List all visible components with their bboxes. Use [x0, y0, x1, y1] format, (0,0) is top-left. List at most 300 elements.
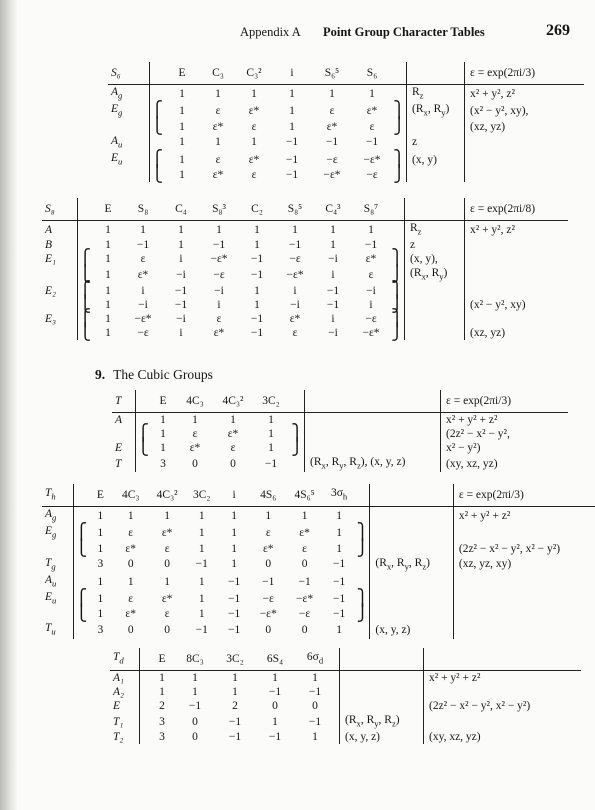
character-value: ε*	[262, 542, 274, 555]
class-header: S₈⁵	[276, 198, 314, 221]
quadratic-functions	[465, 266, 569, 283]
character-value: −ε	[365, 312, 377, 325]
character-value: ε	[292, 326, 298, 339]
brace: ⎧	[75, 523, 88, 541]
character-value: −ε*	[296, 592, 314, 605]
character-value: 1	[97, 592, 104, 605]
quadratic-functions	[424, 713, 582, 730]
character-value: 1	[97, 575, 104, 588]
character-value: ε	[164, 542, 170, 555]
character-value: −ε	[326, 153, 338, 166]
character-value: ε	[215, 153, 221, 166]
character-value: 1	[254, 298, 260, 311]
character-value: 1	[159, 686, 165, 698]
character-value: −1	[174, 298, 188, 311]
character-value: 1	[179, 104, 185, 117]
character-value: 1	[268, 428, 274, 440]
character-value: −1	[174, 284, 188, 297]
table-row	[42, 590, 595, 607]
character-table-s6	[108, 62, 584, 182]
character-value: i	[331, 268, 335, 281]
class-header: E	[150, 390, 176, 413]
table-row	[42, 621, 595, 638]
character-value: −1	[188, 700, 202, 712]
character-value: 0	[164, 558, 170, 571]
section-heading	[95, 367, 213, 383]
character-value: −ε	[262, 592, 274, 605]
character-value: −1	[228, 731, 242, 744]
character-value: −ε	[366, 169, 378, 182]
table-row	[112, 413, 568, 428]
character-value: −ε	[298, 608, 311, 621]
character-value: 1	[329, 87, 335, 100]
table-row	[42, 524, 595, 541]
character-value: i	[369, 298, 373, 311]
section-number: 9.	[95, 367, 106, 382]
character-value: ε	[192, 428, 198, 440]
table-row	[42, 312, 568, 326]
table-row	[112, 441, 568, 455]
linear-functions	[370, 507, 454, 525]
linear-functions: ($R_x$, $R_y$)	[405, 266, 465, 283]
irrep-label: $E_u$	[42, 590, 74, 607]
character-value: −ε*	[259, 608, 277, 621]
character-value: −1	[326, 284, 340, 297]
character-value: 1	[251, 87, 257, 100]
character-value: −1	[264, 457, 278, 470]
character-value: ε*	[248, 153, 260, 166]
character-value: ε	[329, 104, 335, 117]
quadratic-functions	[453, 524, 595, 541]
class-header: C₂	[238, 198, 276, 221]
linear-functions: z	[405, 238, 465, 252]
character-value: −i	[328, 253, 338, 266]
character-value: 0	[301, 558, 308, 571]
character-value: 1	[289, 104, 295, 117]
character-value: 1	[301, 509, 308, 522]
character-value: 1	[230, 414, 236, 426]
irrep-label: T	[112, 455, 136, 472]
character-value: 0	[192, 457, 198, 470]
character-value: ε	[215, 104, 221, 117]
character-value: −i	[366, 284, 376, 297]
table-note: ε = exp(2πi/3)	[441, 390, 569, 413]
character-value: 1	[179, 153, 185, 166]
character-value: 1	[160, 414, 166, 426]
table-row	[42, 266, 568, 283]
class-header: 3C₂	[252, 390, 290, 413]
brace: ⎩	[137, 439, 149, 456]
irrep-label: B	[42, 238, 78, 252]
table-note: ε = exp(2πi/3)	[453, 484, 595, 507]
character-value: 2	[159, 700, 165, 712]
character-value: 0	[312, 700, 318, 712]
character-value: ε	[216, 312, 222, 325]
character-value: ε	[128, 592, 134, 605]
character-value: −1	[250, 312, 264, 325]
character-value: ε	[369, 120, 375, 133]
linear-functions	[405, 312, 465, 326]
linear-functions	[305, 441, 441, 455]
character-value: 0	[192, 715, 198, 728]
brace: ⎩	[75, 605, 88, 623]
class-header: E	[149, 648, 175, 671]
quadratic-functions: (x² − y², xy)	[465, 298, 569, 312]
quadratic-functions	[465, 134, 585, 151]
character-value: ε	[164, 608, 170, 621]
character-table-th	[42, 484, 595, 639]
character-value: −1	[250, 326, 264, 339]
class-header: $3\sigma_h$	[323, 484, 356, 507]
linear-functions: (x, y)	[407, 151, 465, 168]
class-header: E	[88, 484, 112, 507]
character-value: 0	[127, 624, 134, 637]
quadratic-functions: (x² − y², xy),	[465, 102, 585, 119]
character-value: ε*	[125, 542, 136, 555]
character-value: 1	[105, 284, 111, 297]
character-value: ε	[302, 542, 307, 555]
character-value: −1	[268, 731, 282, 744]
character-value: 1	[97, 526, 104, 539]
table-row	[112, 427, 568, 441]
brace: ⎩	[151, 166, 163, 184]
linear-functions: ($R_x$, $R_y$, $R_z$)	[340, 713, 424, 730]
character-value: 1	[198, 592, 205, 605]
brace: ⎫	[356, 523, 369, 541]
header-title: Point Group Character Tables	[323, 25, 485, 39]
character-value: 1	[336, 624, 342, 637]
brace: ⎫	[393, 150, 405, 168]
character-value: 3	[160, 457, 166, 470]
table-row	[108, 85, 584, 103]
header-appendix: Appendix A	[240, 25, 301, 39]
table-row	[42, 298, 568, 312]
irrep-label: E₁	[42, 252, 78, 266]
character-value: 1	[312, 731, 318, 744]
irrep-label	[42, 607, 74, 621]
character-value: −1	[308, 715, 322, 728]
table-row	[42, 284, 568, 298]
character-value: 1	[105, 223, 111, 236]
table-row	[108, 120, 584, 134]
character-value: 1	[192, 414, 198, 426]
quadratic-functions: (xz, yz)	[465, 120, 585, 134]
character-value: −1	[332, 592, 346, 605]
brace: ⎫	[356, 589, 369, 607]
class-header: 4C₃	[113, 484, 149, 507]
irrep-label	[42, 298, 78, 312]
character-value: 3	[159, 731, 165, 744]
brace: ⎩	[75, 539, 88, 557]
class-header: 3C₂	[185, 484, 218, 507]
linear-functions	[370, 524, 454, 541]
character-value: 1	[289, 120, 295, 133]
character-value: 1	[231, 509, 237, 522]
character-value: 0	[272, 700, 278, 712]
table-row	[42, 507, 595, 525]
character-value: −1	[227, 592, 241, 605]
table-row	[42, 556, 595, 573]
irrep-label	[108, 120, 150, 134]
quadratic-functions: (2z² − x² − y²,	[441, 427, 569, 441]
irrep-label: $A_u$	[42, 573, 74, 590]
linear-functions	[370, 573, 454, 590]
character-value: ε*	[227, 428, 239, 440]
character-value: −1	[332, 608, 346, 621]
character-value: −1	[227, 624, 241, 637]
character-value: 3	[159, 715, 165, 728]
character-value: ε	[251, 169, 257, 182]
character-value: −1	[285, 136, 299, 149]
character-value: 1	[292, 223, 298, 236]
character-value: 1	[231, 558, 237, 571]
character-value: 1	[97, 608, 104, 621]
brace: ⎭	[391, 295, 403, 313]
quadratic-functions: (xz, yz)	[465, 326, 569, 340]
class-header: C₄	[162, 198, 200, 221]
character-value: 1	[97, 542, 104, 555]
group-name: $T_d$	[110, 648, 140, 671]
character-value: 1	[127, 509, 134, 522]
class-header: C₃	[200, 62, 236, 85]
character-value: ε	[251, 120, 257, 133]
character-value: 1	[265, 509, 272, 522]
table-row	[42, 607, 595, 621]
character-value: −1	[195, 624, 208, 637]
brace: ⎩	[79, 265, 91, 283]
linear-functions	[405, 284, 465, 298]
character-value: 1	[215, 87, 221, 100]
table-note: ε = exp(2πi/3)	[465, 62, 585, 85]
linear-functions	[340, 685, 424, 699]
table-row	[42, 238, 568, 252]
quadratic-functions	[424, 685, 582, 699]
character-value: 1	[179, 120, 185, 133]
brace: ⎧	[79, 309, 91, 327]
character-value: 1	[105, 312, 111, 325]
class-header: $6\sigma_d$	[295, 648, 335, 671]
quadratic-functions	[465, 312, 569, 326]
character-value: 1	[336, 526, 342, 539]
character-value: 1	[254, 223, 260, 236]
linear-functions	[340, 671, 424, 686]
character-value: 1	[198, 509, 205, 522]
brace: ⎫	[391, 281, 403, 299]
irrep-label: A	[42, 221, 78, 239]
linear-functions: ($R_x$, $R_y$, $R_z$)	[370, 556, 454, 573]
brace: ⎧	[137, 425, 149, 442]
character-value: ε*	[189, 442, 201, 454]
character-value: −i	[176, 312, 186, 325]
irrep-label: T₂	[110, 730, 140, 744]
linear-functions: ($R_x$, $R_y$, $R_z$), (x, y, z)	[305, 455, 441, 472]
brace: ⎭	[291, 439, 303, 456]
character-value: 1	[231, 542, 237, 555]
table-row	[108, 168, 584, 182]
character-value: −i	[290, 298, 300, 311]
character-value: 1	[105, 253, 111, 266]
quadratic-functions	[453, 621, 595, 638]
character-value: −1	[285, 153, 299, 166]
group-name: S₆	[108, 62, 150, 85]
character-value: −i	[138, 298, 148, 311]
character-value: 1	[369, 87, 375, 100]
irrep-label: A₂	[110, 685, 140, 699]
character-value: 1	[105, 268, 111, 281]
quadratic-functions: x² + y², z²	[465, 85, 585, 103]
quadratic-functions	[453, 573, 595, 590]
linear-functions: (x, y, z)	[370, 621, 454, 638]
linear-functions: $R_z$	[407, 85, 465, 103]
character-value: −ε*	[363, 153, 381, 166]
character-value: i	[293, 284, 297, 297]
character-value: 1	[215, 136, 221, 149]
character-value: 1	[179, 169, 185, 182]
character-value: ε	[128, 526, 134, 539]
quadratic-functions	[465, 151, 585, 168]
table-row	[110, 730, 581, 744]
character-value: −1	[326, 298, 340, 311]
brace: ⎧	[151, 150, 163, 168]
character-value: −ε*	[210, 253, 228, 266]
linear-functions	[370, 590, 454, 607]
character-value: −1	[227, 575, 241, 588]
irrep-label: $A_g$	[108, 85, 150, 103]
table-row	[108, 102, 584, 119]
quadratic-functions	[465, 252, 569, 266]
table-row	[42, 221, 568, 239]
character-value: −1	[227, 608, 241, 621]
character-value: ε*	[289, 312, 301, 325]
linear-functions	[370, 542, 454, 556]
class-header: S₆	[352, 62, 392, 85]
character-value: 1	[127, 575, 134, 588]
character-value: 3	[97, 624, 104, 637]
character-value: ε*	[161, 592, 173, 605]
linear-functions: (x, y, z)	[340, 730, 424, 744]
class-header: 6S₄	[255, 648, 295, 671]
brace: ⎫	[391, 250, 403, 268]
character-value: 1	[232, 672, 238, 684]
character-value: 1	[272, 715, 278, 728]
character-value: −ε*	[323, 169, 341, 182]
character-value: 1	[105, 239, 111, 252]
character-value: 1	[160, 428, 166, 440]
character-value: 1	[368, 223, 374, 236]
brace: ⎧	[79, 250, 91, 268]
character-value: 1	[198, 608, 205, 621]
character-value: 1	[272, 672, 278, 684]
character-value: ε*	[248, 104, 260, 117]
character-value: 1	[268, 414, 274, 426]
table-row	[42, 573, 595, 590]
irrep-label: A₁	[110, 671, 140, 686]
character-value: 1	[198, 526, 205, 539]
character-value: ε*	[366, 104, 378, 117]
character-value: −1	[262, 575, 275, 588]
class-header: 4C₃²	[149, 484, 186, 507]
character-value: 2	[232, 700, 238, 712]
irrep-label: $T_u$	[42, 621, 74, 638]
brace: ⎫	[393, 101, 405, 119]
table-row	[110, 713, 581, 730]
quadratic-functions: x² + y² + z²	[441, 413, 569, 428]
brace: ⎭	[356, 539, 369, 557]
character-table-td	[110, 648, 581, 744]
class-header: i	[272, 62, 312, 85]
linear-functions	[340, 699, 424, 713]
character-value: −ε	[137, 326, 149, 339]
page-binding-shadow	[0, 0, 18, 810]
irrep-label: $A_u$	[108, 134, 150, 151]
class-header: 3C₂	[215, 648, 255, 671]
character-value: 1	[160, 442, 166, 454]
brace: ⎫	[291, 425, 303, 442]
character-value: 1	[198, 575, 205, 588]
character-value: ε*	[326, 120, 338, 133]
character-value: ε*	[137, 268, 149, 281]
character-value: 1	[178, 223, 184, 236]
character-value: −i	[328, 326, 338, 339]
character-value: 1	[330, 239, 336, 252]
quadratic-functions: (xy, xz, yz)	[424, 730, 582, 744]
character-value: 1	[232, 686, 238, 698]
page-number: 269	[546, 22, 570, 39]
character-value: 3	[97, 558, 104, 571]
class-header: S₈	[124, 198, 162, 221]
table-row	[110, 699, 581, 713]
irrep-label	[108, 168, 150, 182]
linear-functions: ($R_x$, $R_y$)	[407, 102, 465, 119]
quadratic-functions	[465, 238, 569, 252]
class-header: 8C₃	[175, 648, 215, 671]
class-header: C₃²	[236, 62, 272, 85]
linear-functions	[407, 120, 465, 134]
irrep-label: $A_g$	[42, 507, 74, 525]
character-value: −1	[250, 253, 264, 266]
quadratic-functions	[465, 284, 569, 298]
linear-functions	[407, 168, 465, 182]
class-header: 4S₆	[250, 484, 286, 507]
character-value: −1	[250, 268, 264, 281]
character-value: 1	[192, 686, 198, 698]
brace: ⎫	[391, 309, 403, 327]
character-value: −1	[195, 558, 208, 571]
brace: ⎧	[75, 589, 88, 607]
character-value: 1	[164, 575, 170, 588]
table-row	[42, 542, 595, 556]
class-header: S₈³	[200, 198, 238, 221]
character-value: 0	[265, 558, 272, 571]
character-value: ε	[230, 442, 236, 454]
irrep-label: $T_g$	[42, 556, 74, 573]
character-value: −ε*	[286, 268, 304, 281]
character-value: i	[141, 284, 145, 297]
character-value: ε*	[213, 326, 225, 339]
group-name: S₈	[42, 198, 78, 221]
brace: ⎩	[151, 117, 163, 135]
character-value: 1	[179, 136, 185, 149]
table-row	[108, 151, 584, 168]
character-value: ε*	[212, 169, 224, 182]
class-header: S₆⁵	[312, 62, 352, 85]
character-value: ε*	[125, 608, 136, 621]
class-header: E	[92, 198, 124, 221]
character-value: −i	[214, 284, 224, 297]
irrep-label: T₁	[110, 713, 140, 730]
character-value: 0	[230, 457, 236, 470]
brace: ⎭	[393, 117, 405, 135]
